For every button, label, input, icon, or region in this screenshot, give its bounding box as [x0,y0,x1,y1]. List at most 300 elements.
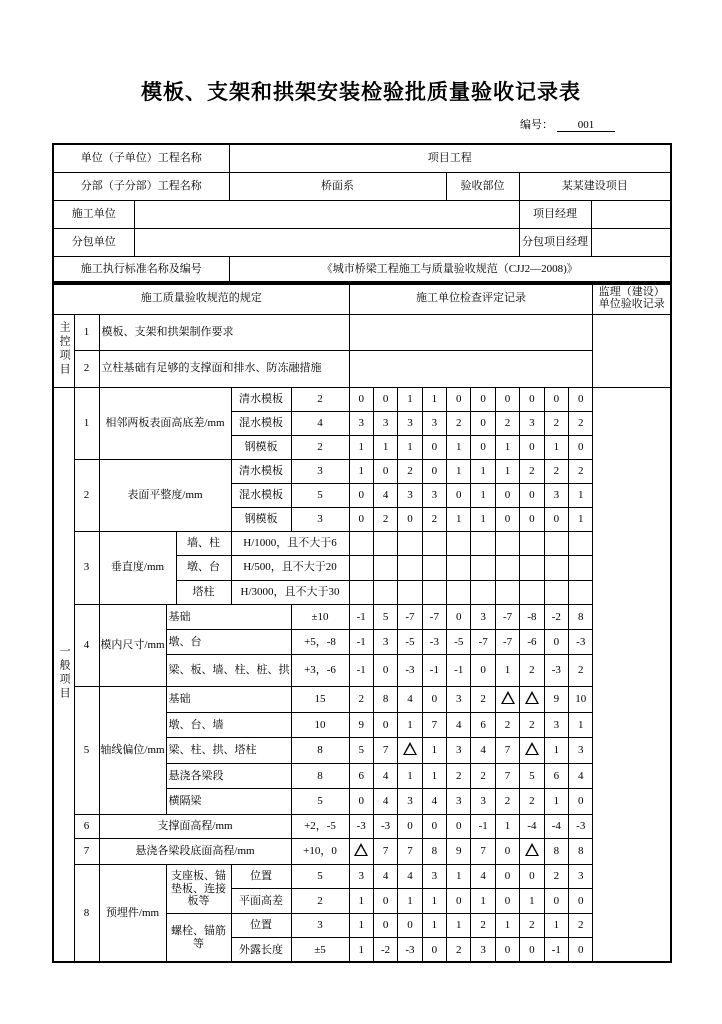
measured-value[interactable]: -3 [398,938,422,963]
standard-value: 5 [291,789,349,815]
measured-value[interactable]: 0 [495,387,519,411]
item-no: 8 [74,864,99,962]
measured-value[interactable]: 0 [373,387,397,411]
measured-value[interactable] [520,687,544,713]
sub-item: 墙、柱 [176,531,231,556]
measured-value[interactable]: 1 [447,435,471,459]
measured-value[interactable] [495,580,519,605]
standard-value: 2 [291,435,349,459]
measured-value[interactable]: -1 [349,655,373,687]
measured-value[interactable]: 0 [569,789,593,815]
measured-value[interactable]: 2 [520,459,544,483]
division-value[interactable]: 桥面系 [229,172,446,200]
measured-value[interactable]: 0 [349,789,373,815]
measured-value[interactable]: 0 [520,864,544,889]
measured-value[interactable] [495,531,519,556]
measured-value[interactable]: 0 [520,387,544,411]
measured-value[interactable] [495,556,519,581]
measured-value[interactable]: 3 [398,411,422,435]
measured-value[interactable]: 0 [569,387,593,411]
measured-value[interactable]: 1 [349,435,373,459]
measured-value[interactable] [447,556,471,581]
table-row [53,687,671,713]
measured-value[interactable]: 0 [544,507,568,531]
measured-value[interactable]: 2 [495,411,519,435]
measured-value[interactable]: 7 [495,738,519,764]
measured-value[interactable]: -1 [349,605,373,630]
measured-value[interactable]: -4 [520,814,544,838]
measured-value[interactable]: -7 [398,605,422,630]
measured-value[interactable]: 1 [422,913,446,938]
measured-value[interactable]: 2 [569,913,593,938]
measured-value[interactable]: -7 [495,605,519,630]
measured-value[interactable]: 3 [422,483,446,507]
measured-value[interactable]: 1 [495,913,519,938]
measured-value[interactable]: -3 [569,814,593,838]
measured-value[interactable]: 0 [569,889,593,914]
measured-value[interactable]: 1 [520,889,544,914]
measured-value[interactable] [373,531,397,556]
measured-value[interactable]: 0 [495,938,519,963]
measured-value[interactable]: 4 [398,687,422,713]
measured-value[interactable]: 1 [569,712,593,738]
item-name: 垂直度/mm [99,531,176,605]
measured-value[interactable]: -7 [422,605,446,630]
measured-value[interactable] [349,556,373,581]
measured-value[interactable]: 0 [471,387,495,411]
table-row [53,459,671,483]
measured-value[interactable]: 3 [520,411,544,435]
measured-value[interactable]: 0 [495,864,519,889]
measured-value[interactable] [471,580,495,605]
measured-value[interactable]: 4 [373,864,397,889]
measured-value[interactable]: 0 [520,435,544,459]
measured-value[interactable]: 1 [398,712,422,738]
supervisor-column-header: 监理（建设）单位验收记录 [593,282,671,314]
measured-value[interactable]: 3 [422,864,446,889]
measured-value[interactable]: 2 [447,763,471,789]
measured-value[interactable]: 2 [544,411,568,435]
measured-value[interactable]: 8 [569,838,593,864]
main-item-text: 模板、支架和拱架制作要求 [99,314,349,350]
general-supervisor-record[interactable] [593,387,671,962]
measured-value[interactable]: 4 [471,864,495,889]
measured-value[interactable]: 1 [349,889,373,914]
measured-value[interactable]: 0 [422,814,446,838]
sub-item: 混水模板 [231,411,291,435]
measured-value[interactable]: 0 [373,889,397,914]
table-row [53,838,671,864]
measured-value[interactable]: -3 [569,630,593,655]
measured-value[interactable]: 4 [447,712,471,738]
measured-value[interactable]: 0 [544,387,568,411]
measured-value[interactable]: -5 [398,630,422,655]
item-no: 5 [74,687,99,815]
sub-item: 基础 [166,687,291,713]
subcontractor-value[interactable] [134,228,519,256]
measured-value[interactable]: 3 [471,605,495,630]
warning-triangle-icon [501,691,515,704]
measured-value[interactable]: 0 [495,507,519,531]
inspection-table [52,281,672,963]
warning-triangle-icon [525,742,539,755]
measured-value[interactable]: 3 [471,789,495,815]
standard-value: 2 [291,387,349,411]
measured-value[interactable] [422,556,446,581]
measured-value[interactable]: 1 [398,763,422,789]
main-item-record[interactable] [349,314,593,350]
measured-value[interactable]: 0 [398,814,422,838]
measured-value[interactable]: 1 [349,938,373,963]
measured-value[interactable]: 1 [544,789,568,815]
measured-value[interactable]: 0 [471,435,495,459]
measured-value[interactable]: 0 [447,387,471,411]
measured-value[interactable]: 1 [544,435,568,459]
measured-value[interactable]: -1 [349,630,373,655]
measured-value[interactable]: 3 [373,411,397,435]
measured-value[interactable]: 1 [447,913,471,938]
measured-value[interactable]: -5 [447,630,471,655]
measured-value[interactable]: 6 [544,763,568,789]
standard-value: 15 [291,687,349,713]
measured-value[interactable]: -7 [471,630,495,655]
measured-value[interactable]: 0 [349,387,373,411]
acceptance-part-value[interactable]: 某某建设项目 [519,172,671,200]
measured-value[interactable]: 0 [520,483,544,507]
measured-value[interactable]: 0 [447,605,471,630]
measured-value[interactable]: 3 [373,630,397,655]
measured-value[interactable] [349,531,373,556]
measured-value[interactable] [373,556,397,581]
standard-value: 3 [291,507,349,531]
measured-value[interactable]: -7 [495,630,519,655]
measured-value[interactable]: 1 [447,864,471,889]
measured-value[interactable]: 1 [569,507,593,531]
measured-value[interactable]: 0 [495,889,519,914]
main-item-record[interactable] [349,350,593,387]
measured-value[interactable]: 7 [373,738,397,764]
measured-value[interactable]: 2 [495,712,519,738]
measured-value[interactable]: -1 [544,938,568,963]
measured-value[interactable]: 7 [373,838,397,864]
measured-value[interactable]: 9 [544,687,568,713]
measured-value[interactable]: 1 [422,889,446,914]
sub-item: 梁、柱、拱、塔柱 [166,738,291,764]
measured-value[interactable]: 2 [569,411,593,435]
measured-value[interactable]: 4 [398,864,422,889]
standard-value: 4 [291,411,349,435]
measured-value[interactable]: 5 [349,738,373,764]
standard-value: H/500，且不大于20 [231,556,349,581]
measured-value[interactable]: 2 [471,687,495,713]
table-row [53,814,671,838]
measured-value[interactable]: 0 [422,687,446,713]
measured-value[interactable]: 2 [520,655,544,687]
measured-value[interactable]: 1 [447,507,471,531]
measured-value[interactable] [520,580,544,605]
measured-value[interactable]: 3 [447,789,471,815]
measured-value[interactable]: 4 [373,789,397,815]
spec-column-header: 施工质量验收规范的规定 [53,282,349,314]
measured-value[interactable]: 2 [520,712,544,738]
measured-value[interactable]: 1 [349,459,373,483]
measured-value[interactable] [520,531,544,556]
measured-value[interactable] [569,556,593,581]
measured-value[interactable] [447,531,471,556]
measured-value[interactable]: 5 [520,763,544,789]
sub-item-group: 支座板、锚垫板、连接板等 [166,864,231,913]
measured-value[interactable] [569,580,593,605]
measured-value[interactable]: 3 [544,483,568,507]
measured-value[interactable]: 0 [373,655,397,687]
measured-value[interactable]: 1 [398,435,422,459]
measured-value[interactable]: -3 [422,630,446,655]
standard-value: H/3000，且不大于30 [231,580,349,605]
unit-value[interactable]: 项目工程 [229,144,671,172]
measured-value[interactable]: 6 [349,763,373,789]
measured-value[interactable] [520,738,544,764]
main-supervisor-record[interactable] [593,314,671,387]
warning-triangle-icon [525,691,539,704]
measured-value[interactable] [398,556,422,581]
measured-value[interactable] [373,580,397,605]
measured-value[interactable]: 0 [398,507,422,531]
measured-value[interactable]: 0 [422,938,446,963]
measured-value[interactable]: 1 [471,889,495,914]
measured-value[interactable]: 4 [422,789,446,815]
measured-value[interactable]: 0 [471,411,495,435]
serial-value: 001 [557,119,615,132]
standard-value: +3，-6 [291,655,349,687]
contractor-value[interactable] [134,200,519,228]
sub-item: 位置 [231,864,291,889]
measured-value[interactable]: 3 [398,789,422,815]
measured-value[interactable]: 1 [471,483,495,507]
table-row [53,531,671,556]
measured-value[interactable] [422,580,446,605]
measured-value[interactable] [349,838,373,864]
measured-value[interactable]: 3 [544,712,568,738]
measured-value[interactable]: 2 [544,864,568,889]
measured-value[interactable]: -1 [422,655,446,687]
measured-value[interactable]: 0 [495,483,519,507]
measured-value[interactable]: 7 [495,763,519,789]
measured-value[interactable]: 7 [398,838,422,864]
measured-value[interactable]: 1 [495,459,519,483]
measured-value[interactable]: 1 [373,435,397,459]
form-title: 模板、支架和拱架安装检验批质量验收记录表 [141,80,581,104]
item-no: 2 [74,459,99,531]
measured-value[interactable]: 2 [349,687,373,713]
measured-value[interactable]: -3 [349,814,373,838]
measured-value[interactable]: 0 [569,435,593,459]
measured-value[interactable]: 3 [349,864,373,889]
measured-value[interactable]: 8 [569,605,593,630]
standard-label: 施工执行标准名称及编号 [53,256,229,284]
measured-value[interactable] [422,531,446,556]
measured-value[interactable]: 1 [495,435,519,459]
measured-value[interactable]: 1 [495,655,519,687]
measured-value[interactable]: 2 [495,789,519,815]
main-item-no: 2 [74,350,99,387]
measured-value[interactable] [544,580,568,605]
measured-value[interactable]: 1 [349,913,373,938]
measured-value[interactable]: 1 [422,738,446,764]
measured-value[interactable]: 2 [447,938,471,963]
general-items-label: 一般项目 [53,387,74,962]
measured-value[interactable]: 4 [373,763,397,789]
measured-value[interactable] [544,556,568,581]
item-name: 悬浇各梁段底面高程/mm [99,838,291,864]
measured-value[interactable]: 0 [447,483,471,507]
measured-value[interactable] [398,531,422,556]
measured-value[interactable]: 7 [471,838,495,864]
item-name: 轴线偏位/mm [99,687,166,815]
measured-value[interactable]: 0 [373,459,397,483]
measured-value[interactable]: 5 [373,605,397,630]
measured-value[interactable]: 2 [447,411,471,435]
measured-value[interactable]: 1 [422,763,446,789]
item-no: 1 [74,387,99,459]
measured-value[interactable]: 1 [495,814,519,838]
measured-value[interactable]: -8 [520,605,544,630]
measured-value[interactable]: 2 [569,655,593,687]
sub-pm-value[interactable] [591,228,671,256]
measured-value[interactable]: 3 [569,738,593,764]
measured-value[interactable]: 0 [471,655,495,687]
measured-value[interactable] [471,556,495,581]
item-no: 3 [74,531,99,605]
measured-value[interactable]: 2 [398,459,422,483]
measured-value[interactable]: 1 [447,459,471,483]
measured-value[interactable]: 8 [544,838,568,864]
measured-value[interactable]: 9 [447,838,471,864]
measured-value[interactable]: 1 [398,387,422,411]
measured-value[interactable]: 0 [373,712,397,738]
sub-item-group: 螺栓、锚筋等 [166,913,231,962]
measured-value[interactable]: 0 [495,838,519,864]
standard-value: 8 [291,738,349,764]
measured-value[interactable]: 0 [520,938,544,963]
measured-value[interactable]: 6 [471,712,495,738]
serial-number [520,116,615,132]
standard-value: +2，-5 [291,814,349,838]
measured-value[interactable]: -4 [544,814,568,838]
measured-value[interactable]: 10 [569,687,593,713]
measured-value[interactable]: -3 [373,814,397,838]
standard-value: 5 [291,483,349,507]
measured-value[interactable]: -1 [447,655,471,687]
pm-value[interactable] [591,200,671,228]
measured-value[interactable]: 0 [349,507,373,531]
item-name: 模内尺寸/mm [99,605,166,687]
measured-value[interactable]: 3 [422,411,446,435]
measured-value[interactable]: 2 [544,459,568,483]
measured-value[interactable]: 1 [471,459,495,483]
measured-value[interactable]: -3 [398,655,422,687]
measured-value[interactable]: 0 [520,507,544,531]
sub-item: 墩、台、墙 [166,712,291,738]
main-control-label: 主控项目 [53,314,74,387]
measured-value[interactable]: 0 [447,814,471,838]
measured-value[interactable]: 0 [373,913,397,938]
measured-value[interactable]: 2 [422,507,446,531]
measured-value[interactable]: 3 [447,687,471,713]
sub-item: 外露长度 [231,938,291,963]
subcontractor-label: 分包单位 [53,228,134,256]
measured-value[interactable]: 1 [569,483,593,507]
standard-value: 3 [291,913,349,938]
measured-value[interactable]: 1 [544,913,568,938]
measured-value[interactable]: 3 [349,411,373,435]
measured-value[interactable]: 3 [398,483,422,507]
table-row [53,864,671,889]
measured-value[interactable]: 1 [544,738,568,764]
measured-value[interactable]: 2 [471,913,495,938]
measured-value[interactable]: 2 [569,459,593,483]
measured-value[interactable]: 0 [447,889,471,914]
measured-value[interactable]: 3 [447,738,471,764]
measured-value[interactable]: -2 [544,605,568,630]
measured-value[interactable]: -6 [520,630,544,655]
item-name: 支撑面高程/mm [99,814,291,838]
measured-value[interactable]: 0 [569,938,593,963]
sub-item: 混水模板 [231,483,291,507]
measured-value[interactable]: 1 [422,387,446,411]
measured-value[interactable]: 8 [422,838,446,864]
measured-value[interactable]: 1 [471,507,495,531]
measured-value[interactable]: -2 [373,938,397,963]
measured-value[interactable] [398,738,422,764]
main-item-no: 1 [74,314,99,350]
measured-value[interactable] [398,580,422,605]
measured-value[interactable] [569,531,593,556]
measured-value[interactable] [349,580,373,605]
measured-value[interactable] [471,531,495,556]
measured-value[interactable] [544,531,568,556]
measured-value[interactable]: 0 [349,483,373,507]
measured-value[interactable]: 0 [422,435,446,459]
measured-value[interactable]: 7 [422,712,446,738]
measured-value[interactable]: 0 [544,630,568,655]
measured-value[interactable]: 0 [422,459,446,483]
sub-item: 塔柱 [176,580,231,605]
measured-value[interactable]: 8 [373,687,397,713]
measured-value[interactable]: 4 [373,483,397,507]
measured-value[interactable] [520,838,544,864]
measured-value[interactable]: 2 [373,507,397,531]
measured-value[interactable] [520,556,544,581]
item-name: 相邻两板表面高底差/mm [99,387,231,459]
measured-value[interactable]: 1 [398,889,422,914]
measured-value[interactable]: 0 [398,913,422,938]
measured-value[interactable]: 3 [471,938,495,963]
measured-value[interactable] [447,580,471,605]
measured-value[interactable]: 2 [520,913,544,938]
measured-value[interactable]: 3 [569,864,593,889]
measured-value[interactable]: 4 [569,763,593,789]
measured-value[interactable] [495,687,519,713]
standard-value[interactable]: 《城市桥梁工程施工与质量验收规范（CJJ2—2008)》 [229,256,671,284]
measured-value[interactable]: 2 [471,763,495,789]
standard-value: +10，0 [291,838,349,864]
measured-value[interactable]: 2 [520,789,544,815]
measured-value[interactable]: 9 [349,712,373,738]
measured-value[interactable]: -1 [471,814,495,838]
measured-value[interactable]: 4 [471,738,495,764]
measured-value[interactable]: 0 [544,889,568,914]
measured-value[interactable]: -3 [544,655,568,687]
